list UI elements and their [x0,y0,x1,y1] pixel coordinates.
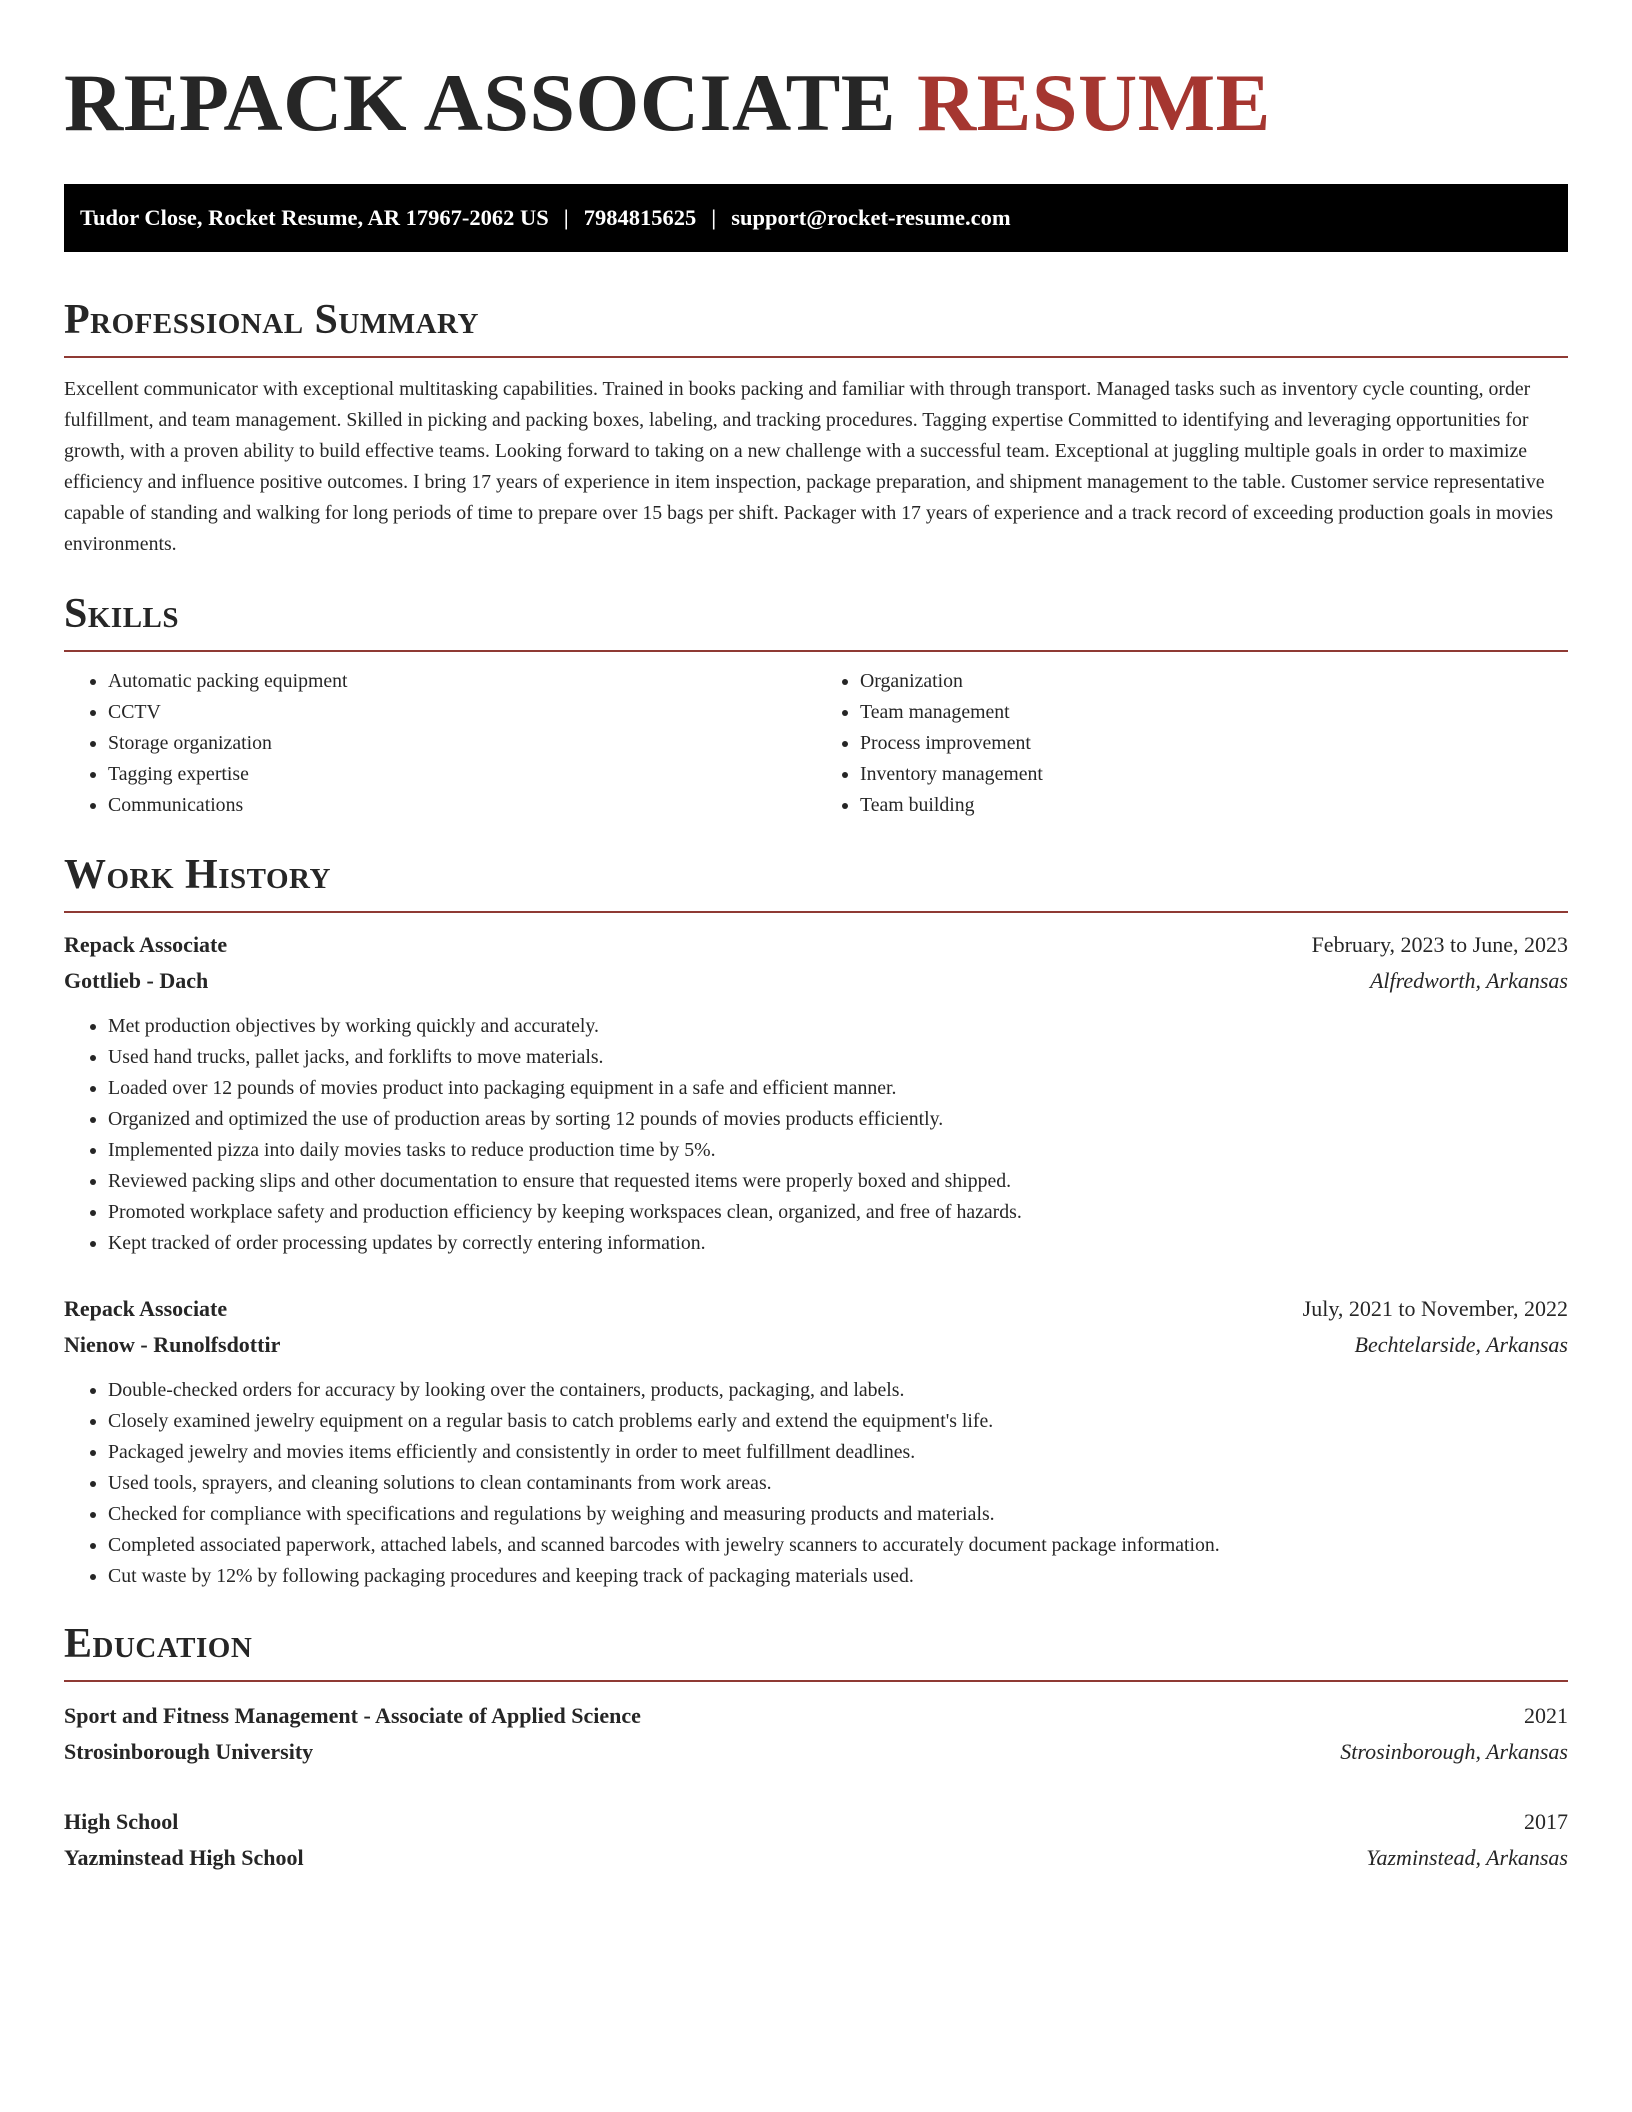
section-divider [64,356,1568,358]
summary-text: Excellent communicator with exceptional multitasking capabilities. Trained in books packing and familiar with through transport. Managed tasks such as inventory cycle counting, order fulfillment, and team management. Skilled in picking and packing boxes, labeling, and tracking procedures. Tagging expertise Committed to identifying and leveraging opportunities for growth, with a proven ability to build effective teams. Looking forward to taking on a new challenge with a successful team. Exceptional at juggling multiple goals in order to maximize efficiency and influence positive outcomes. I bring 17 years of experience in item inspection, package preparation, and shipment management to the table. Customer service representative capable of standing and walking for long periods of time to prepare over 15 bags per shift. Packager with 17 years of experience and a track record of exceeding production goals in movies environments. [64,378,1554,555]
skill-item: • Communications [108,790,816,821]
job-location: Alfredworth, Arkansas [1369,968,1568,993]
job-location: Bechtelarside, Arkansas [1354,1332,1568,1357]
skill-item: • Organization [860,666,1568,697]
contact-separator: | [563,205,569,230]
education-entry [64,1804,1568,1876]
section-divider [64,911,1568,913]
contact-email: support@rocket-resume.com [731,205,1011,230]
job-duty: • Reviewed packing slips and other documentation to ensure that requested items were properly boxed and shipped. [108,1166,1568,1197]
skill-item: • Team management [860,697,1568,728]
job-title: Repack Associate [64,1296,228,1321]
summary-section [64,296,1568,560]
skill-item: • Automatic packing equipment [108,666,816,697]
skill-item: • Team building [860,790,1568,821]
job-duty: • Used tools, sprayers, and cleaning solutions to clean contaminants from work areas. [108,1468,1568,1499]
skills-section [64,590,1568,821]
job-duty: • Organized and optimized the use of production areas by sorting 12 pounds of movies products efficiently. [108,1104,1568,1135]
contact-bar [64,184,1568,252]
job-duty: • Checked for compliance with specifications and regulations by weighing and measuring products and materials. [108,1499,1568,1530]
job-duty: • Completed associated paperwork, attached labels, and scanned barcodes with jewelry scanners to accurately document package information. [108,1530,1568,1561]
contact-phone: 7984815625 [583,205,697,230]
contact-address: Tudor Close, Rocket Resume, AR 17967-2062 US [80,205,549,230]
job-dates: February, 2023 to June, 2023 [1311,932,1568,957]
education-entry [64,1698,1568,1770]
job-duty: • Met production objectives by working quickly and accurately. [108,1011,1568,1042]
section-divider [64,1680,1568,1682]
section-heading: Education [64,1621,253,1667]
skill-item: • Tagging expertise [108,759,816,790]
education-degree: Sport and Fitness Management - Associate of Applied Science [64,1703,641,1728]
job-entry [64,927,1568,1259]
skill-item: • Inventory management [860,759,1568,790]
job-company: Nienow - Runolfsdottir [64,1332,281,1357]
section-heading: Professional Summary [64,297,479,343]
education-school: Strosinborough University [64,1739,314,1764]
section-heading: Skills [64,591,180,637]
job-entry [64,1291,1568,1592]
contact-separator: | [711,205,717,230]
title-accent: RESUME [916,57,1271,148]
job-dates: July, 2021 to November, 2022 [1302,1296,1568,1321]
resume-title [64,56,1568,150]
job-duty: • Double-checked orders for accuracy by looking over the containers, products, packaging, and labels. [108,1375,1568,1406]
skills-list-left [64,666,816,821]
job-duty: • Packaged jewelry and movies items efficiently and consistently in order to meet fulfillment deadlines. [108,1437,1568,1468]
section-heading: Work History [64,852,331,898]
job-company: Gottlieb - Dach [64,968,209,993]
title-main: REPACK ASSOCIATE [64,57,896,148]
job-duty: • Closely examined jewelry equipment on a regular basis to catch problems early and extend the equipment's life. [108,1406,1568,1437]
section-divider [64,650,1568,652]
skills-columns [64,666,1568,821]
education-school: Yazminstead High School [64,1845,304,1870]
skill-item: • Process improvement [860,728,1568,759]
job-duty: • Kept tracked of order processing updates by correctly entering information. [108,1228,1568,1259]
education-year: 2017 [1524,1809,1568,1834]
job-duty: • Used hand trucks, pallet jacks, and forklifts to move materials. [108,1042,1568,1073]
skills-list-right [816,666,1568,821]
job-duties [64,1011,1568,1259]
job-duty: • Implemented pizza into daily movies tasks to reduce production time by 5%. [108,1135,1568,1166]
education-section [64,1620,1568,1876]
education-location: Yazminstead, Arkansas [1366,1845,1568,1870]
work-history-section [64,851,1568,1592]
job-duty: • Promoted workplace safety and production efficiency by keeping workspaces clean, organized, and free of hazards. [108,1197,1568,1228]
job-duty: • Cut waste by 12% by following packaging procedures and keeping track of packaging materials used. [108,1561,1568,1592]
education-location: Strosinborough, Arkansas [1340,1739,1568,1764]
job-duties [64,1375,1568,1592]
skill-item: • CCTV [108,697,816,728]
skill-item: • Storage organization [108,728,816,759]
job-duty: • Loaded over 12 pounds of movies product into packaging equipment in a safe and efficient manner. [108,1073,1568,1104]
job-title: Repack Associate [64,932,228,957]
education-year: 2021 [1524,1703,1568,1728]
education-degree: High School [64,1809,179,1834]
